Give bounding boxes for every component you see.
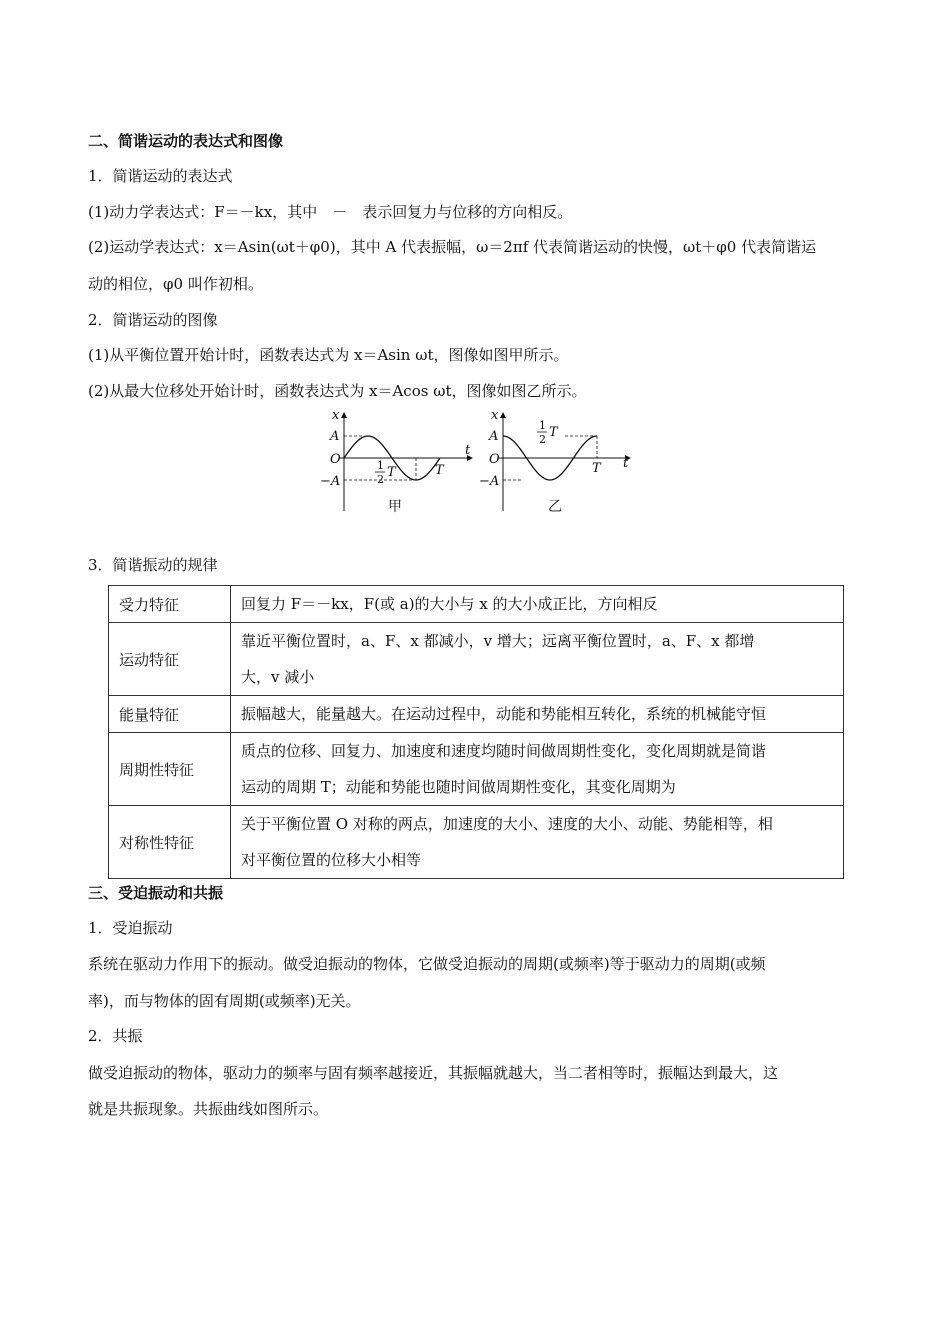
right-half-period-label: T (549, 425, 558, 440)
table-row (109, 586, 844, 623)
paragraph-kinematic-expression-2: 动的相位，φ0 叫作初相。 (88, 275, 263, 293)
right-neg-a-label: −A (479, 474, 500, 489)
right-caption: 乙 (548, 499, 562, 515)
paragraph-forced-vibration-2: 率)，而与物体的固有周期(或频率)无关。 (88, 992, 361, 1010)
row-head-energy: 能量特征 (109, 696, 231, 733)
paragraph-forced-vibration-1: 系统在驱动力作用下的振动。做受迫振动的物体，它做受迫振动的周期(或频率)等于驱动力的周期(或频 (88, 955, 766, 973)
row-body-line: 关于平衡位置 O 对称的两点，加速度的大小、速度的大小、动能、势能相等，相 (241, 815, 773, 833)
sine-graph (320, 408, 472, 515)
paragraph-graph-sin: (1)从平衡位置开始计时，函数表达式为 x＝Asin ωt，图像如图甲所示。 (88, 346, 569, 364)
right-origin-label: O (489, 452, 500, 467)
row-head-periodicity: 周期性特征 (109, 733, 231, 806)
left-neg-a-label: −A (320, 474, 341, 489)
left-period-label: T (435, 463, 444, 478)
right-y-label: x (491, 408, 499, 423)
right-half-numerator: 1 (539, 419, 546, 432)
row-body-line: 振幅越大，能量越大。在运动过程中，动能和势能相互转化，系统的机械能守恒 (241, 705, 767, 723)
paragraph-resonance-1: 做受迫振动的物体，驱动力的频率与固有频率越接近，其振幅就越大，当二者相等时，振幅达到最大，这 (88, 1064, 779, 1082)
left-half-denominator: 2 (377, 473, 384, 486)
row-body-line: 靠近平衡位置时，a、F、x 都减小，v 增大；远离平衡位置时，a、F、x 都增 (241, 632, 755, 650)
paragraph-graph-cos: (2)从最大位移处开始计时，函数表达式为 x＝Acos ωt，图像如图乙所示。 (88, 382, 587, 400)
left-y-label: x (332, 408, 340, 423)
table-row (109, 806, 844, 879)
row-body-line: 对平衡位置的位移大小相等 (241, 851, 422, 869)
row-body-motion (231, 623, 844, 696)
right-t-axis-label: t (623, 456, 629, 471)
row-body-force (231, 586, 844, 623)
row-body-line: 质点的位移、回复力、加速度和速度均随时间做周期性变化，变化周期就是简谐 (241, 742, 767, 760)
left-t-axis-label: t (465, 443, 471, 458)
table-row (109, 696, 844, 733)
section-three-title: 三、受迫振动和共振 (88, 884, 224, 902)
subheading-graph: 2．简谐运动的图像 (88, 311, 218, 329)
left-caption: 甲 (388, 499, 402, 515)
row-body-line: 大，v 减小 (241, 668, 315, 686)
paragraph-kinematic-expression-1: (2)运动学表达式：x＝Asin(ωt＋φ0)，其中 A 代表振幅，ω＝2πf 代表简谐运动的快慢，ωt＋φ0 代表简谐运 (88, 238, 817, 256)
section-two-title: 二、简谐运动的表达式和图像 (88, 132, 284, 150)
row-head-symmetry: 对称性特征 (109, 806, 231, 879)
vibration-rules-table (108, 585, 844, 879)
subheading-forced-vibration: 1．受迫振动 (88, 919, 173, 937)
right-half-denominator: 2 (539, 433, 546, 446)
paragraph-dynamic-expression: (1)动力学表达式：F＝－kx，其中 － 表示回复力与位移的方向相反。 (88, 203, 573, 221)
table-row (109, 623, 844, 696)
left-half-numerator: 1 (377, 459, 384, 472)
subheading-vibration-rules: 3．简谐振动的规律 (88, 556, 218, 574)
row-head-motion: 运动特征 (109, 623, 231, 696)
left-a-label: A (330, 429, 340, 444)
right-period-label: T (592, 461, 601, 476)
left-half-period-label: T (387, 465, 396, 480)
row-body-line: 回复力 F＝－kx，F(或 a)的大小与 x 的大小成正比，方向相反 (241, 595, 658, 613)
row-body-periodicity (231, 733, 844, 806)
row-head-force: 受力特征 (109, 586, 231, 623)
row-body-symmetry (231, 806, 844, 879)
paragraph-resonance-2: 就是共振现象。共振曲线如图所示。 (88, 1100, 329, 1118)
right-a-label: A (489, 429, 499, 444)
subheading-expression: 1．简谐运动的表达式 (88, 167, 233, 185)
row-body-energy (231, 696, 844, 733)
shm-graphs-figure (310, 407, 650, 517)
cosine-graph (479, 408, 630, 515)
subheading-resonance: 2．共振 (88, 1027, 143, 1045)
shm-graphs-svg (310, 407, 650, 517)
row-body-line: 运动的周期 T；动能和势能也随时间做周期性变化，其变化周期为 (241, 778, 676, 796)
left-origin-label: O (330, 452, 341, 467)
table-row (109, 733, 844, 806)
